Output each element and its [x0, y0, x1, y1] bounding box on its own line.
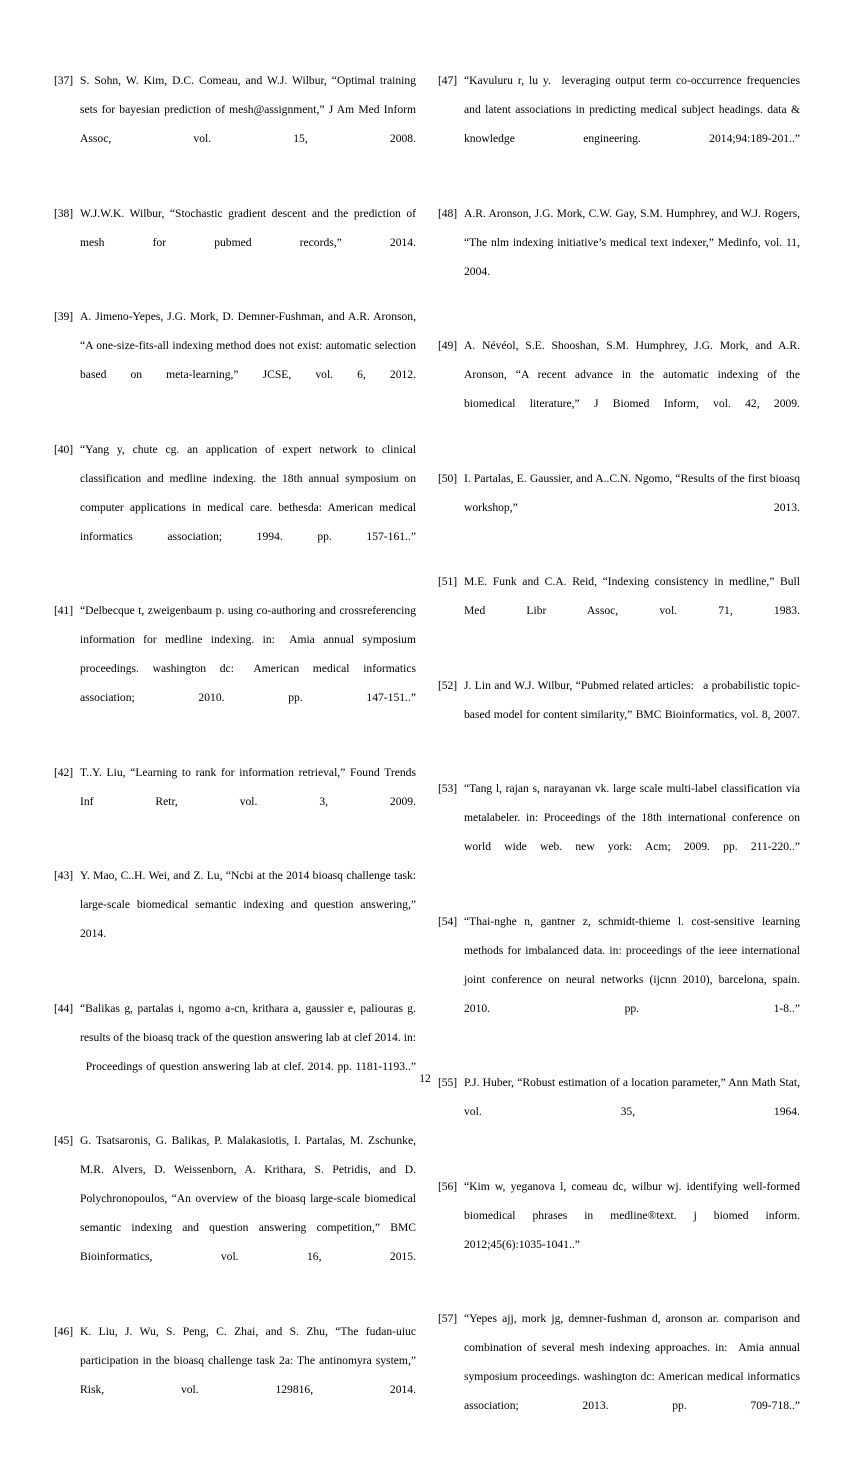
reference-text: “Balikas g, partalas i, ngomo a-cn, krithara a, gaussier e, paliouras g. results of the bioasq track of the question answering lab at clef 2014. in: Proceedings of question answering lab at clef. 2014. pp. 1181-1193..”	[80, 1001, 416, 1073]
reference-entry	[438, 907, 800, 1052]
reference-entry	[54, 861, 416, 977]
reference-text: I. Partalas, E. Gaussier, and A..C.N. Ngomo, “Results of the first bioasq workshop,” 2013.	[464, 471, 800, 514]
reference-label: [42]	[54, 765, 74, 779]
reference-label: [44]	[54, 1001, 74, 1015]
reference-text: “Thai-nghe n, gantner z, schmidt-thieme l. cost-sensitive learning methods for imbalanced data. in: proceedings of the ieee international joint conference on neural networks (ijcnn 2010), barcelona, spain. 2010. pp. 1-8..”	[464, 914, 800, 1015]
reference-label: [37]	[54, 74, 74, 87]
reference-entry	[438, 774, 800, 890]
reference-label: [45]	[54, 1134, 74, 1147]
reference-label: [43]	[54, 869, 74, 882]
reference-text: A. Jimeno-Yepes, J.G. Mork, D. Demner-Fushman, and A.R. Aronson, “A one-size-fits-all indexing method does not exist: automatic selection based on meta-learning,” JCSE, vol. 6, 2012.	[80, 310, 416, 381]
reference-label: [48]	[438, 206, 458, 220]
reference-entry	[438, 464, 800, 551]
reference-text: W.J.W.K. Wilbur, “Stochastic gradient descent and the prediction of mesh for pubmed records,” 2014.	[80, 206, 416, 249]
reference-text: A. Névéol, S.E. Shooshan, S.M. Humphrey, J.G. Mork, and A.R. Aronson, “A recent advance in the automatic indexing of the biomedical literature,” J Biomed Inform, vol. 42, 2009.	[464, 339, 800, 410]
reference-label: [56]	[438, 1179, 458, 1193]
reference-text: M.E. Funk and C.A. Reid, “Indexing consistency in medline,” Bull Med Libr Assoc, vol. 71, 1983.	[464, 575, 800, 617]
reference-text: Y. Mao, C..H. Wei, and Z. Lu, “Ncbi at the 2014 bioasq challenge task: large-scale biomedical semantic indexing and question answering,” 2014.	[80, 869, 416, 940]
right-column	[438, 66, 800, 1466]
reference-label: [54]	[438, 914, 458, 928]
reference-label: [47]	[438, 74, 458, 87]
reference-entry	[438, 1304, 800, 1449]
reference-columns	[54, 66, 800, 1412]
reference-label: [50]	[438, 471, 458, 485]
reference-entry	[438, 671, 800, 758]
reference-text: T..Y. Liu, “Learning to rank for information retrieval,” Found Trends Inf Retr, vol. 3, 2009.	[80, 765, 416, 808]
reference-text: A.R. Aronson, J.G. Mork, C.W. Gay, S.M. Humphrey, and W.J. Rogers, “The nlm indexing initiative’s medical text indexer,” Medinfo, vol. 11, 2004.	[464, 206, 800, 278]
reference-text: S. Sohn, W. Kim, D.C. Comeau, and W.J. Wilbur, “Optimal training sets for bayesian prediction of mesh@assignment,” J Am Med Inform Assoc, vol. 15, 2008.	[80, 74, 416, 145]
reference-entry	[438, 66, 800, 182]
reference-entry	[54, 758, 416, 845]
reference-entry	[438, 331, 800, 447]
reference-label: [51]	[438, 575, 458, 588]
reference-text: “Yang y, chute cg. an application of expert network to clinical classification and medline indexing. the 18th annual symposium on computer applications in medical care. bethesda: American medical informatics association; 1994. pp. 157-161..”	[80, 442, 416, 543]
reference-entry	[438, 199, 800, 315]
reference-label: [57]	[438, 1312, 458, 1325]
reference-text: K. Liu, J. Wu, S. Peng, C. Zhai, and S. Zhu, “The fudan-uiuc participation in the bioasq challenge task 2a: The antinomyra system,” Risk, vol. 129816, 2014.	[80, 1324, 416, 1396]
reference-label: [53]	[438, 782, 458, 795]
reference-label: [38]	[54, 206, 74, 220]
reference-text: P.J. Huber, “Robust estimation of a location parameter,” Ann Math Stat, vol. 35, 1964.	[464, 1076, 800, 1118]
reference-entry	[54, 1317, 416, 1433]
reference-text: “Tang l, rajan s, narayanan vk. large scale multi-label classification via metalabeler. in: Proceedings of the 18th international conference on world wide web. new york: Acm; 2009. pp. 211-220..”	[464, 782, 800, 853]
reference-label: [55]	[438, 1076, 458, 1089]
reference-entry	[54, 66, 416, 182]
reference-entry	[438, 567, 800, 654]
reference-text: “Yepes ajj, mork jg, demner-fushman d, aronson ar. comparison and combination of several mesh indexing approaches. in: Amia annual symposium proceedings. washington dc: American medical informatics association; 2013. pp. 709-718..”	[464, 1312, 800, 1412]
reference-entry	[54, 1126, 416, 1300]
reference-label: [49]	[438, 339, 458, 352]
reference-text: J. Lin and W.J. Wilbur, “Pubmed related articles: a probabilistic topic-based model for content similarity,” BMC Bioinformatics, vol. 8, 2007.	[464, 678, 800, 721]
reference-entry	[438, 1172, 800, 1288]
reference-label: [52]	[438, 678, 458, 692]
reference-text: G. Tsatsaronis, G. Balikas, P. Malakasiotis, I. Partalas, M. Zschunke, M.R. Alvers, D. Weissenborn, A. Krithara, S. Petridis, and D. Polychronopoulos, “An overview of the bioasq large-scale biomedical semantic indexing and question answering competition,” BMC Bioinformatics, vol. 16, 2015.	[80, 1134, 416, 1263]
reference-entry	[54, 199, 416, 286]
reference-label: [39]	[54, 310, 74, 323]
reference-entry	[54, 435, 416, 580]
reference-label: [46]	[54, 1324, 74, 1338]
reference-entry	[54, 596, 416, 741]
reference-entry	[54, 994, 416, 1110]
reference-entry	[54, 302, 416, 418]
left-column	[54, 66, 416, 1449]
reference-label: [40]	[54, 442, 74, 456]
reference-label: [41]	[54, 604, 74, 617]
reference-text: “Kavuluru r, lu y. leveraging output term co-occurrence frequencies and latent associations in predicting medical subject headings. data & knowledge engineering. 2014;94:189-201..”	[464, 74, 800, 145]
reference-text: “Delbecque t, zweigenbaum p. using co-authoring and crossreferencing information for medline indexing. in: Amia annual symposium proceedings. washington dc: American medical informatics association; 2010. pp. 147-151..”	[80, 604, 416, 704]
page-number: 12	[419, 1072, 431, 1085]
reference-text: “Kim w, yeganova l, comeau dc, wilbur wj. identifying well-formed biomedical phrases in medline®text. j biomed inform. 2012;45(6):1035-1041..”	[464, 1179, 800, 1251]
